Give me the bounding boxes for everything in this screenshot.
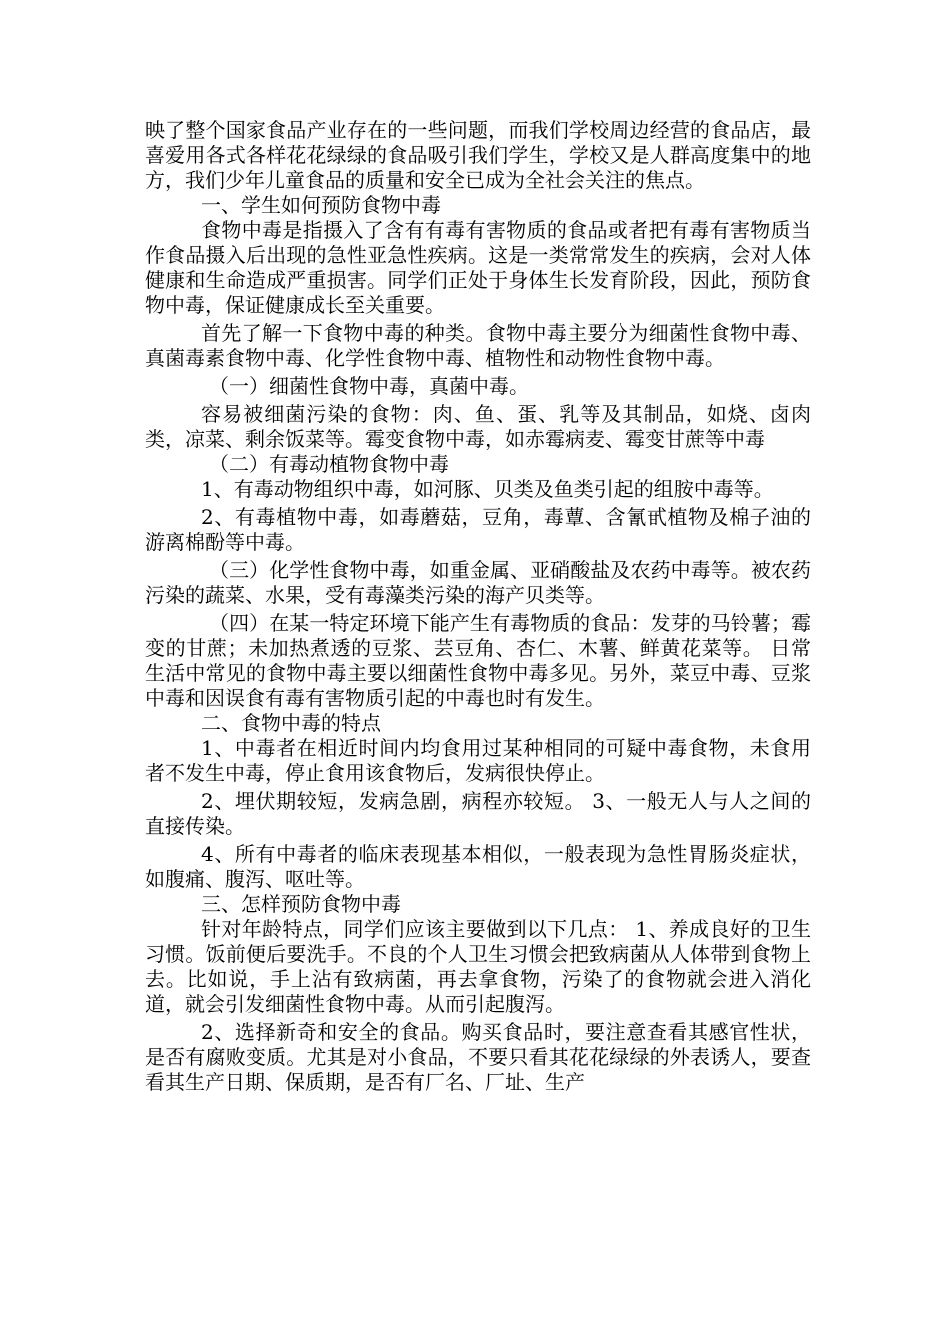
list-item-feature-4: 4、所有中毒者的临床表现基本相似，一般表现为急性胃肠炎症状，如腹痛、腹泻、呕吐等。: [145, 842, 811, 891]
list-item-toxic-animal: 1、有毒动物组织中毒，如河豚、贝类及鱼类引起的组胺中毒等。: [201, 477, 774, 501]
subheading-bacterial: （一）细菌性食物中毒，真菌中毒。: [209, 374, 529, 398]
paragraph-intro-continued: 映了整个国家食品产业存在的一些问题，而我们学校周边经营的食品店，最喜爱用各式各样花花绿绿的食品吸引我们学生，学校又是人群高度集中的地方，我们少年儿童食品的质量和安全已成为全社会关注的焦点。: [145, 118, 811, 192]
paragraph-definition: 食物中毒是指摄入了含有有毒有害物质的食品或者把有毒有害物质当作食品摄入后出现的急性亚急性疾病。这是一类常常发生的疾病，会对人体健康和生命造成严重损害。同学们正处于身体生长发育阶段，因此，预防食物中毒，保证健康成长至关重要。: [145, 218, 811, 317]
subheading-chemical: （三）化学性食物中毒，如重金属、亚硝酸盐及农药中毒等。被农药污染的蔬菜、水果，受有毒藻类污染的海产贝类等。: [145, 558, 811, 607]
paragraph-specific-environment: （四）在某一特定环境下能产生有毒物质的食品：发芽的马铃薯；霉变的甘蔗；未加热煮透的豆浆、芸豆角、杏仁、木薯、鲜黄花菜等。 日常生活中常见的食物中毒主要以细菌性食物中毒多见。另外，菜豆中毒、豆浆中毒和因误食有毒有害物质引起的中毒也时有发生。: [145, 611, 811, 710]
list-item-toxic-plant: 2、有毒植物中毒，如毒蘑菇，豆角，毒蕈、含氰甙植物及棉子油的游离棉酚等中毒。: [145, 505, 811, 554]
heading-section-1: 一、学生如何预防食物中毒: [201, 193, 441, 217]
heading-section-3: 三、怎样预防食物中毒: [201, 892, 401, 916]
paragraph-prevention-1: 针对年龄特点，同学们应该主要做到以下几点： 1、养成良好的卫生习惯。饭前便后要洗手。不良的个人卫生习惯会把致病菌从人体带到食物上去。比如说，手上沾有致病菌，再去拿食物，污染了的食物就会进入消化道，就会引发细菌性食物中毒。从而引起腹泻。: [145, 917, 811, 1016]
heading-section-2: 二、食物中毒的特点: [201, 711, 381, 735]
paragraph-bacterial-foods: 容易被细菌污染的食物：肉、鱼、蛋、乳等及其制品，如烧、卤肉类，凉菜、剩余饭菜等。霉变食物中毒，如赤霉病麦、霉变甘蔗等中毒: [145, 402, 811, 451]
paragraph-types: 首先了解一下食物中毒的种类。食物中毒主要分为细菌性食物中毒、真菌毒素食物中毒、化学性食物中毒、植物性和动物性食物中毒。: [145, 321, 811, 370]
list-item-feature-2-3: 2、埋伏期较短，发病急剧，病程亦较短。 3、一般无人与人之间的直接传染。: [145, 789, 811, 838]
paragraph-prevention-2: 2、选择新奇和安全的食品。购买食品时，要注意查看其感官性状，是否有腐败变质。尤其是对小食品，不要只看其花花绿绿的外表诱人，要查看其生产日期、保质期，是否有厂名、厂址、生产: [145, 1020, 811, 1094]
list-item-feature-1: 1、中毒者在相近时间内均食用过某种相同的可疑中毒食物，未食用者不发生中毒，停止食用该食物后，发病很快停止。: [145, 736, 811, 785]
subheading-toxic-plants-animals: （二）有毒动植物食物中毒: [209, 452, 449, 476]
document-page: [145, 118, 811, 1095]
